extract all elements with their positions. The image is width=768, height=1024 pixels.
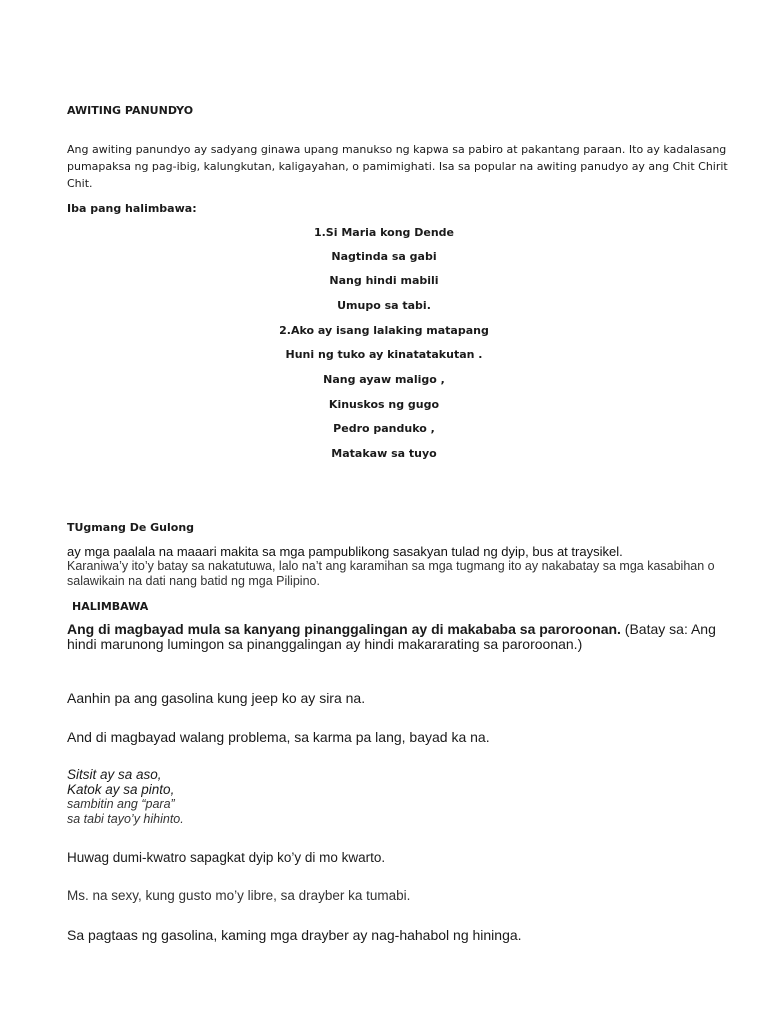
section2-title: TUgmang De Gulong (67, 521, 195, 534)
intro-paragraph: Ang awiting panundyo ay sadyang ginawa upang manukso ng kapwa sa pabiro at pakantang paraan. Ito ay kadalasang pumapaksa ng pag-ibig, kalungkutan, kaligayahan, o pamimighati. Isa sa popular na awiting panudyo ay ang Chit Chirit Chit. (67, 143, 728, 190)
poem-line: Umupo sa tabi. (337, 299, 431, 312)
example-7: Sa pagtaas ng gasolina, kaming mga drayber ay nag-hahabol ng hininga. (67, 927, 522, 943)
example-6: Ms. na sexy, kung gusto mo’y libre, sa drayber ka tumabi. (67, 888, 411, 903)
poem-line: Huni ng tuko ay kinatatakutan . (285, 348, 483, 361)
poem-line: Nang ayaw maligo , (323, 373, 445, 386)
poem-line: Nang hindi mabili (329, 274, 439, 287)
doc-title: AWITING PANUNDYO (67, 104, 194, 117)
example-1-bold: Ang di magbayad mula sa kanyang pinanggalingan ay di makababa sa paroroonan. (67, 621, 621, 637)
section2-description (67, 544, 737, 589)
halimbawa-label: HALIMBAWA (72, 600, 149, 613)
example-5: Huwag dumi-kwatro sapagkat dyip ko’y di mo kwarto. (67, 850, 386, 865)
poem-line: 2.Ako ay isang lalaking matapang (279, 324, 489, 337)
example-1 (67, 622, 737, 652)
poem-line: Kinuskos ng gugo (328, 398, 440, 411)
poem-line: 1.Si Maria kong Dende (313, 226, 455, 239)
example-1-rest: (Batay sa: Ang hindi marunong lumingon sa pinanggalingan ay hindi makararating sa paroroonan.) (67, 621, 716, 652)
section2-desc-line: ay mga paalala na maaari makita sa mga pampublikong sasakyan tulad ng dyip, bus at traysikel. (67, 544, 623, 559)
poem-line: Matakaw sa tuyo (331, 447, 437, 460)
example-4-line: sa tabi tayo’y hihinto. (67, 812, 184, 826)
example-4-line: sambitin ang “para” (67, 797, 175, 811)
example-2: Aanhin pa ang gasolina kung jeep ko ay sira na. (67, 690, 366, 706)
example-3: And di magbayad walang problema, sa karma pa lang, bayad ka na. (67, 729, 490, 745)
section2-desc-line: Karaniwa’y ito’y batay sa nakatutuwa, lalo na’t ang karamihan sa mga tugmang ito ay nakabatay sa mga kasabihan o salawikain na dati nang batid ng mga Pilipino. (67, 559, 715, 588)
example-4-line: Sitsit ay sa aso, (67, 767, 162, 782)
poem-line: Nagtinda sa gabi (331, 250, 437, 263)
example-4-line: Katok ay sa pinto, (67, 782, 175, 797)
iba-label: Iba pang halimbawa: (67, 202, 197, 215)
poem-line: Pedro panduko , (333, 422, 435, 435)
